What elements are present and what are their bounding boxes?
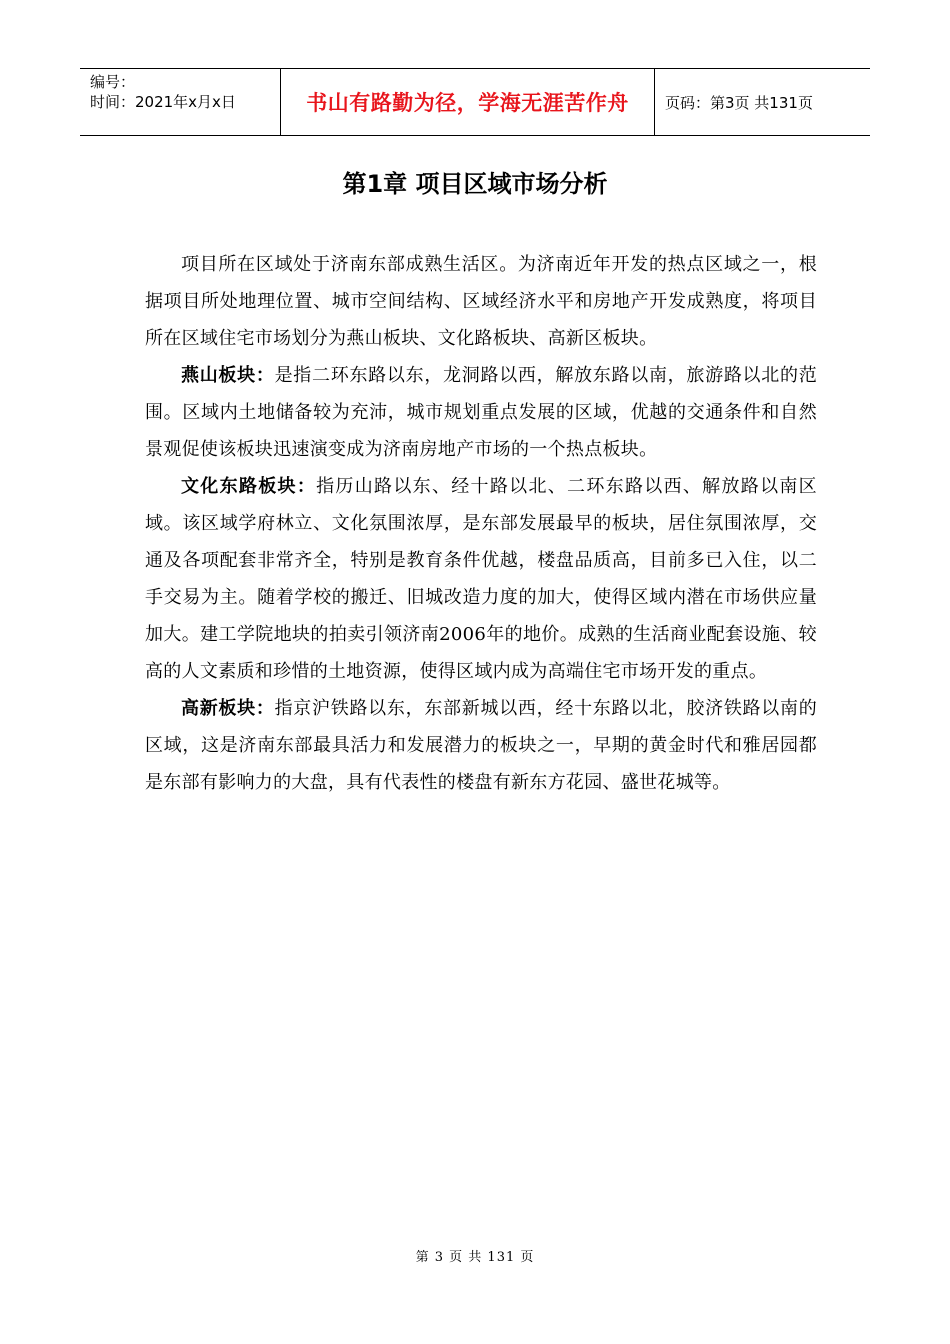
gaoxin-text: 指京沪铁路以东，东部新城以西，经十东路以北，胶济铁路以南的区域，这是济南东部最具活力和发展潜力的板块之一，早期的黄金时代和雅居园都是东部有影响力的大盘，具有代表性的楼盘有新东方花园、盛世花城等。 [145, 698, 817, 793]
gaoxin-paragraph [145, 690, 817, 801]
chapter-title: 第1章 项目区域市场分析 [342, 170, 608, 198]
yanshan-heading: 燕山板块： [181, 365, 275, 386]
gaoxin-heading: 高新板块： [181, 698, 275, 719]
wenhua-paragraph [145, 468, 817, 690]
document-body [145, 246, 817, 801]
intro-paragraph: 项目所在区域处于济南东部成熟生活区。为济南近年开发的热点区域之一，根据项目所处地理位置、城市空间结构、区域经济水平和房地产开发成熟度，将项目所在区域住宅市场划分为燕山板块、文化路板块、高新区板块。 [145, 254, 817, 349]
header-meta-cell [80, 69, 281, 135]
header-motto: 书山有路勤为径，学海无涯苦作舟 [281, 69, 655, 135]
wenhua-heading: 文化东路板块： [181, 476, 317, 497]
page-footer: 第 3 页 共 131 页 [415, 1250, 535, 1265]
date-label: 时间：2021年x月x日 [90, 93, 236, 111]
wenhua-text: 指历山路以东、经十路以北、二环东路以西、解放路以南区域。该区域学府林立、文化氛围浓厚，是东部发展最早的板块，居住氛围浓厚，交通及各项配套非常齐全，特别是教育条件优越，楼盘品质高，目前多已入住，以二手交易为主。随着学校的搬迁、旧城改造力度的加大，使得区域内潜在市场供应量加大。建工学院地块的拍卖引领济南2006年的地价。成熟的生活商业配套设施、较高的人文素质和珍惜的土地资源，使得区域内成为高端住宅市场开发的重点。 [145, 476, 817, 682]
yanshan-paragraph [145, 357, 817, 468]
header-page-info: 页码：第3页 共131页 [665, 93, 813, 112]
yanshan-text: 是指二环东路以东，龙洞路以西，解放东路以南，旅游路以北的范围。区域内土地储备较为充沛，城市规划重点发展的区域，优越的交通条件和自然景观促使该板块迅速演变成为济南房地产市场的一个热点板块。 [145, 365, 817, 460]
number-label: 编号： [90, 73, 136, 91]
document-header [80, 68, 870, 136]
